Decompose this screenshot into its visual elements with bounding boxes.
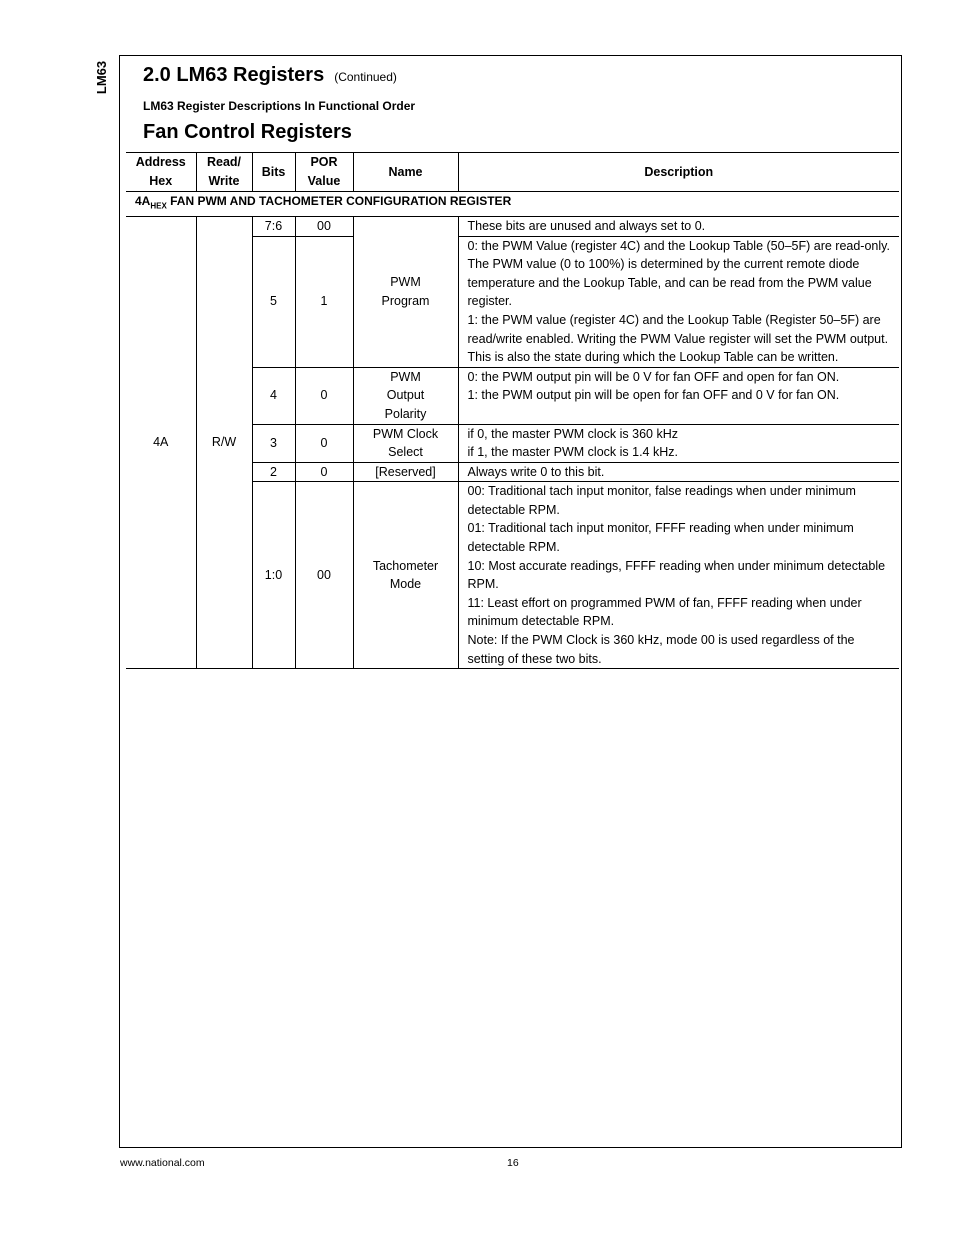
- side-label-text: LM63: [94, 60, 110, 94]
- col-header-description: Description: [458, 153, 899, 192]
- description-cell: 0: the PWM output pin will be 0 V for fan OFF and open for fan ON. 1: the PWM output pin will be open for fan OFF and 0 V for fan ON.: [458, 367, 899, 424]
- register-table: [126, 152, 899, 669]
- description-cell: 00: Traditional tach input monitor, false readings when under minimum detectable RPM. 01: Traditional tach input monitor, FFFF reading when under minimum detectable RPM. 10: Most accurate readings, FFFF reading when under minimum detectable RPM. 11: Least effort on programmed PWM of fan, FFFF reading when under minimum detectable RPM. Note: If the PWM Clock is 360 kHz, mode 00 is used regardless of the setting of these two bits.: [458, 482, 899, 669]
- description-cell: These bits are unused and always set to 0.: [458, 216, 899, 236]
- por-cell: 1: [295, 236, 353, 367]
- title-text: 2.0 LM63 Registers: [143, 64, 325, 86]
- por-cell: 00: [295, 482, 353, 669]
- name-cell: PWM Program: [353, 216, 458, 367]
- name-cell: PWM Clock Select: [353, 424, 458, 462]
- page-subtitle: LM63 Register Descriptions In Functional Order: [143, 99, 416, 113]
- por-cell: 0: [295, 462, 353, 482]
- description-cell: 0: the PWM Value (register 4C) and the Lookup Table (50–5F) are read-only. The PWM value (0 to 100%) is determined by the current remote diode temperature and the Lookup Table, and can be read from the PWM value register. 1: the PWM value (register 4C) and the Lookup Table (Register 50–5F) are read/write enabled. Writing the PWM Value register will set the PWM output. This is also the state during which the Lookup Table can be written.: [458, 236, 899, 367]
- page-title: [143, 64, 397, 87]
- bits-cell: 7:6: [252, 216, 295, 236]
- por-cell: 0: [295, 367, 353, 424]
- col-header-name: Name: [353, 153, 458, 192]
- register-name: FAN PWM AND TACHOMETER CONFIGURATION REGISTER: [166, 194, 512, 208]
- col-header-address: Address Hex: [126, 153, 196, 192]
- register-addr-suffix: HEX: [150, 201, 167, 211]
- description-cell: Always write 0 to this bit.: [458, 462, 899, 482]
- side-label: [90, 55, 114, 99]
- name-cell: [Reserved]: [353, 462, 458, 482]
- bits-cell: 5: [252, 236, 295, 367]
- table-header-row: [126, 153, 899, 192]
- register-title-row: [126, 192, 899, 217]
- register-addr: 4A: [135, 194, 151, 208]
- footer-url: www.national.com: [120, 1157, 205, 1169]
- description-cell: if 0, the master PWM clock is 360 kHz if 1, the master PWM clock is 1.4 kHz.: [458, 424, 899, 462]
- por-cell: 0: [295, 424, 353, 462]
- bits-cell: 4: [252, 367, 295, 424]
- name-cell: PWM Output Polarity: [353, 367, 458, 424]
- table-row: [126, 216, 899, 236]
- bits-cell: 2: [252, 462, 295, 482]
- register-title: [126, 192, 899, 217]
- page-number: 16: [507, 1157, 519, 1169]
- continued-label: (Continued): [334, 70, 397, 84]
- name-cell: Tachometer Mode: [353, 482, 458, 669]
- address-cell: 4A: [126, 216, 196, 668]
- bits-cell: 3: [252, 424, 295, 462]
- col-header-rw: Read/ Write: [196, 153, 252, 192]
- col-header-por: POR Value: [295, 153, 353, 192]
- rw-cell: R/W: [196, 216, 252, 668]
- col-header-bits: Bits: [252, 153, 295, 192]
- bits-cell: 1:0: [252, 482, 295, 669]
- section-heading: Fan Control Registers: [143, 121, 352, 143]
- por-cell: 00: [295, 216, 353, 236]
